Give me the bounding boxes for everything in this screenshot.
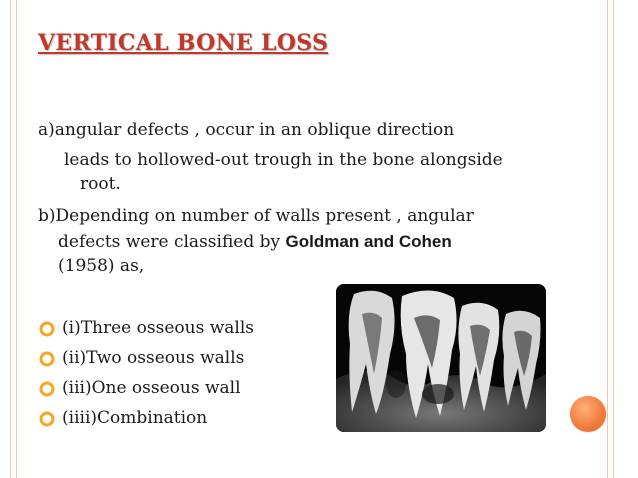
para-b-line2-text: defects were classified by: [58, 232, 286, 252]
bullet-item-2: (ii)Two osseous walls: [62, 348, 245, 368]
bullet-item-3: (iii)One osseous wall: [62, 378, 241, 398]
slide-title: VERTICAL BONE LOSS: [38, 30, 329, 56]
bullet-item-4: (iiii)Combination: [62, 408, 208, 428]
para-a-line3: root.: [80, 174, 121, 194]
dental-xray-image: [336, 284, 546, 432]
para-b-line1: b)Depending on number of walls present , angular: [38, 206, 474, 226]
para-a-line1: a)angular defects , occur in an oblique direction: [38, 120, 455, 140]
para-b-line3: (1958) as,: [58, 256, 145, 276]
bullet-icon: [38, 350, 56, 368]
bullet-icon: [38, 410, 56, 428]
author-names: Goldman and Cohen: [285, 232, 452, 251]
bullet-icon: [38, 320, 56, 338]
bullet-icon: [38, 380, 56, 398]
accent-circle: [570, 396, 606, 432]
bullet-item-1: (i)Three osseous walls: [62, 318, 254, 338]
para-a-line2: leads to hollowed-out trough in the bone alongside: [64, 150, 503, 170]
para-b-line2: [58, 232, 452, 252]
